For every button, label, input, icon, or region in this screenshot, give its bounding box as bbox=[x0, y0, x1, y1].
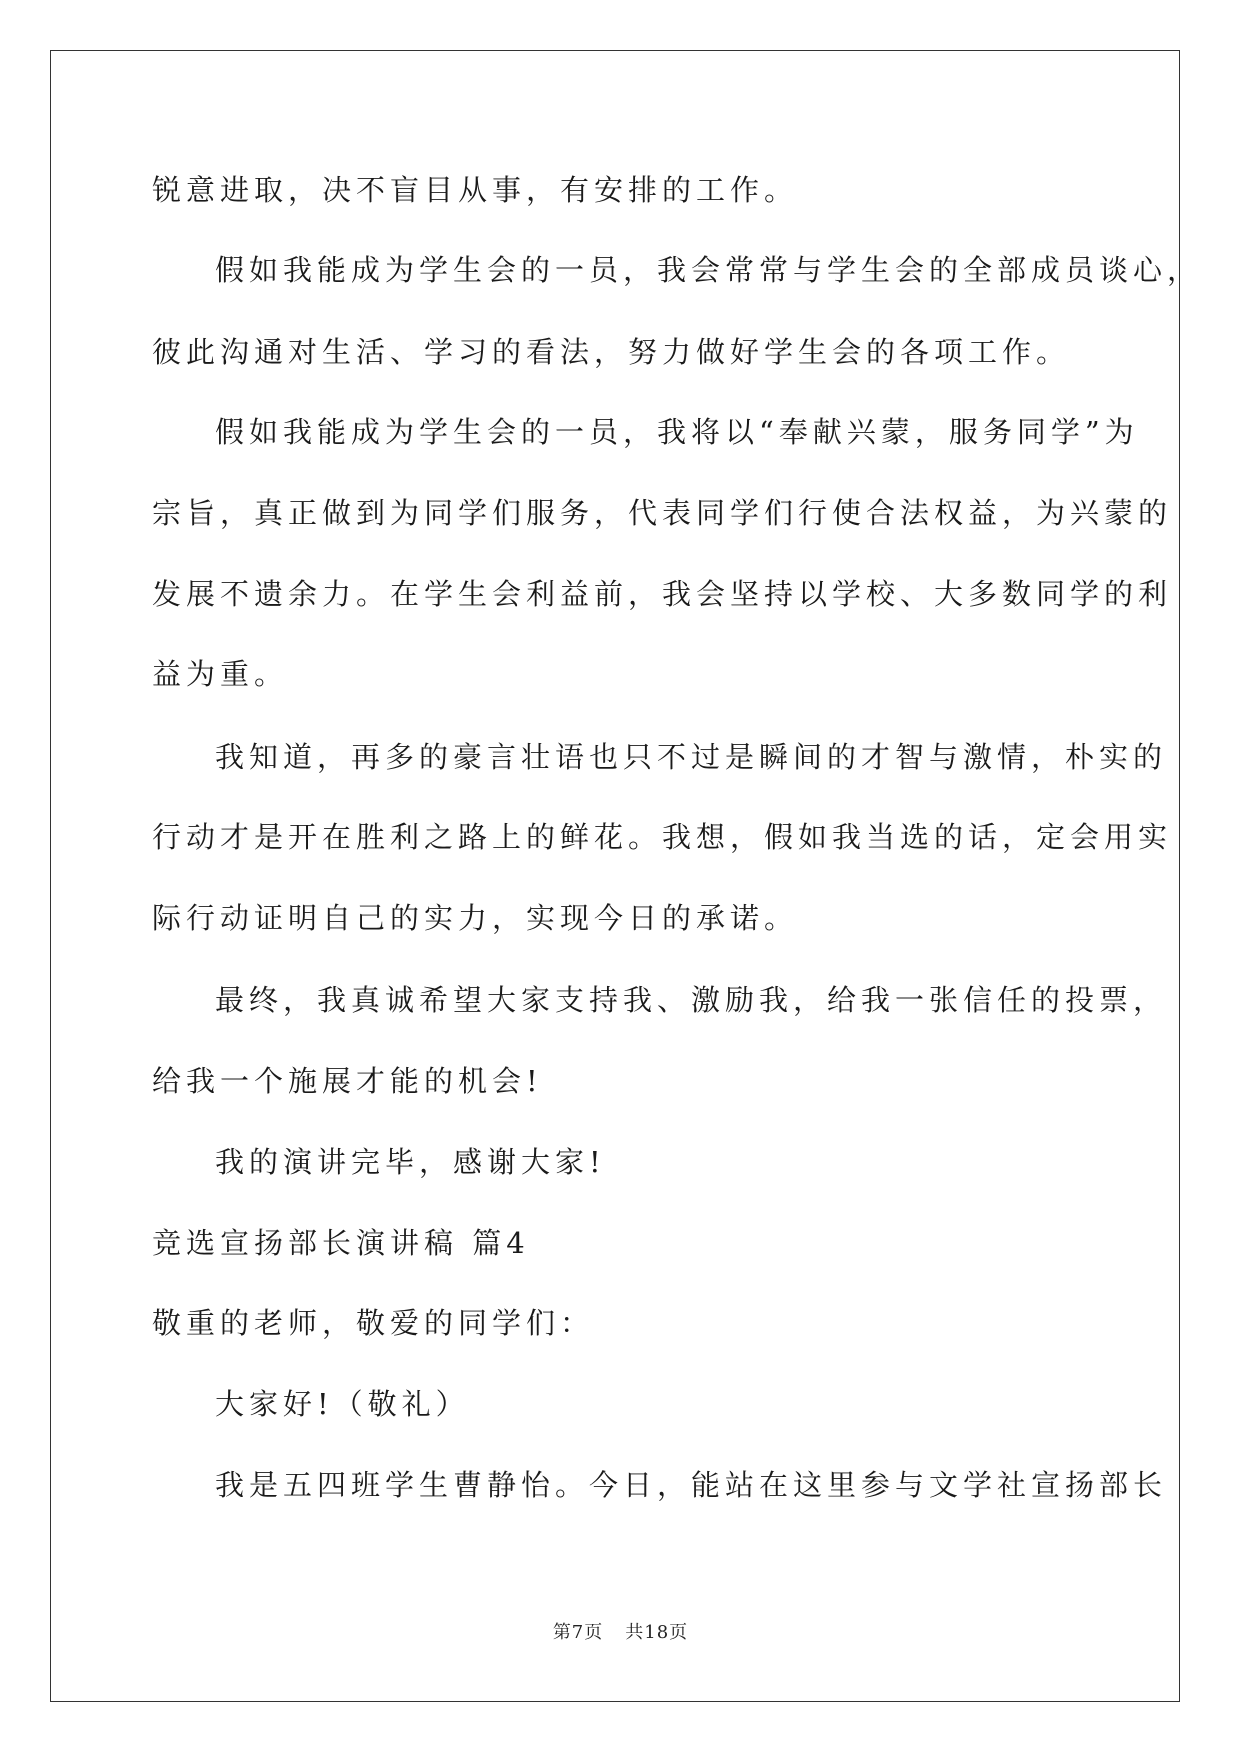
paragraph-line: 行动才是开在胜利之路上的鲜花。我想，假如我当选的话，定会用实 bbox=[152, 820, 1173, 854]
paragraph-line: 发展不遗余力。在学生会利益前，我会坚持以学校、大多数同学的利 bbox=[152, 577, 1173, 611]
page-border bbox=[50, 50, 1180, 1702]
paragraph-line: 最终，我真诚希望大家支持我、激励我，给我一张信任的投票， bbox=[215, 983, 1168, 1017]
page-footer bbox=[0, 1618, 1241, 1644]
paragraph-line: 彼此沟通对生活、学习的看法，努力做好学生会的各项工作。 bbox=[152, 335, 1071, 369]
paragraph-line: 锐意进取，决不盲目从事，有安排的工作。 bbox=[152, 173, 799, 207]
paragraph-line: 大家好!（敬礼） bbox=[215, 1387, 470, 1421]
section-heading: 竞选宣扬部长演讲稿 篇4 bbox=[152, 1226, 530, 1260]
paragraph-line: 际行动证明自己的实力，实现今日的承诺。 bbox=[152, 901, 799, 935]
paragraph-line: 我知道，再多的豪言壮语也只不过是瞬间的才智与激情，朴实的 bbox=[215, 740, 1168, 774]
page-number: 第7页 bbox=[552, 1622, 604, 1643]
paragraph-line: 宗旨，真正做到为同学们服务，代表同学们行使合法权益，为兴蒙的 bbox=[152, 496, 1173, 530]
paragraph-line: 给我一个施展才能的机会! bbox=[152, 1064, 543, 1098]
salutation-line: 敬重的老师，敬爱的同学们： bbox=[152, 1306, 595, 1340]
paragraph-line: 我的演讲完毕，感谢大家! bbox=[215, 1145, 606, 1179]
paragraph-line: 我是五四班学生曹静怡。今日，能站在这里参与文学社宣扬部长 bbox=[215, 1468, 1168, 1502]
paragraph-line: 假如我能成为学生会的一员，我会常常与学生会的全部成员谈心， bbox=[215, 253, 1202, 287]
paragraph-line: 假如我能成为学生会的一员，我将以“奉献兴蒙，服务同学”为 bbox=[215, 415, 1139, 449]
paragraph-line: 益为重。 bbox=[152, 657, 289, 691]
page-total: 共18页 bbox=[625, 1622, 689, 1643]
